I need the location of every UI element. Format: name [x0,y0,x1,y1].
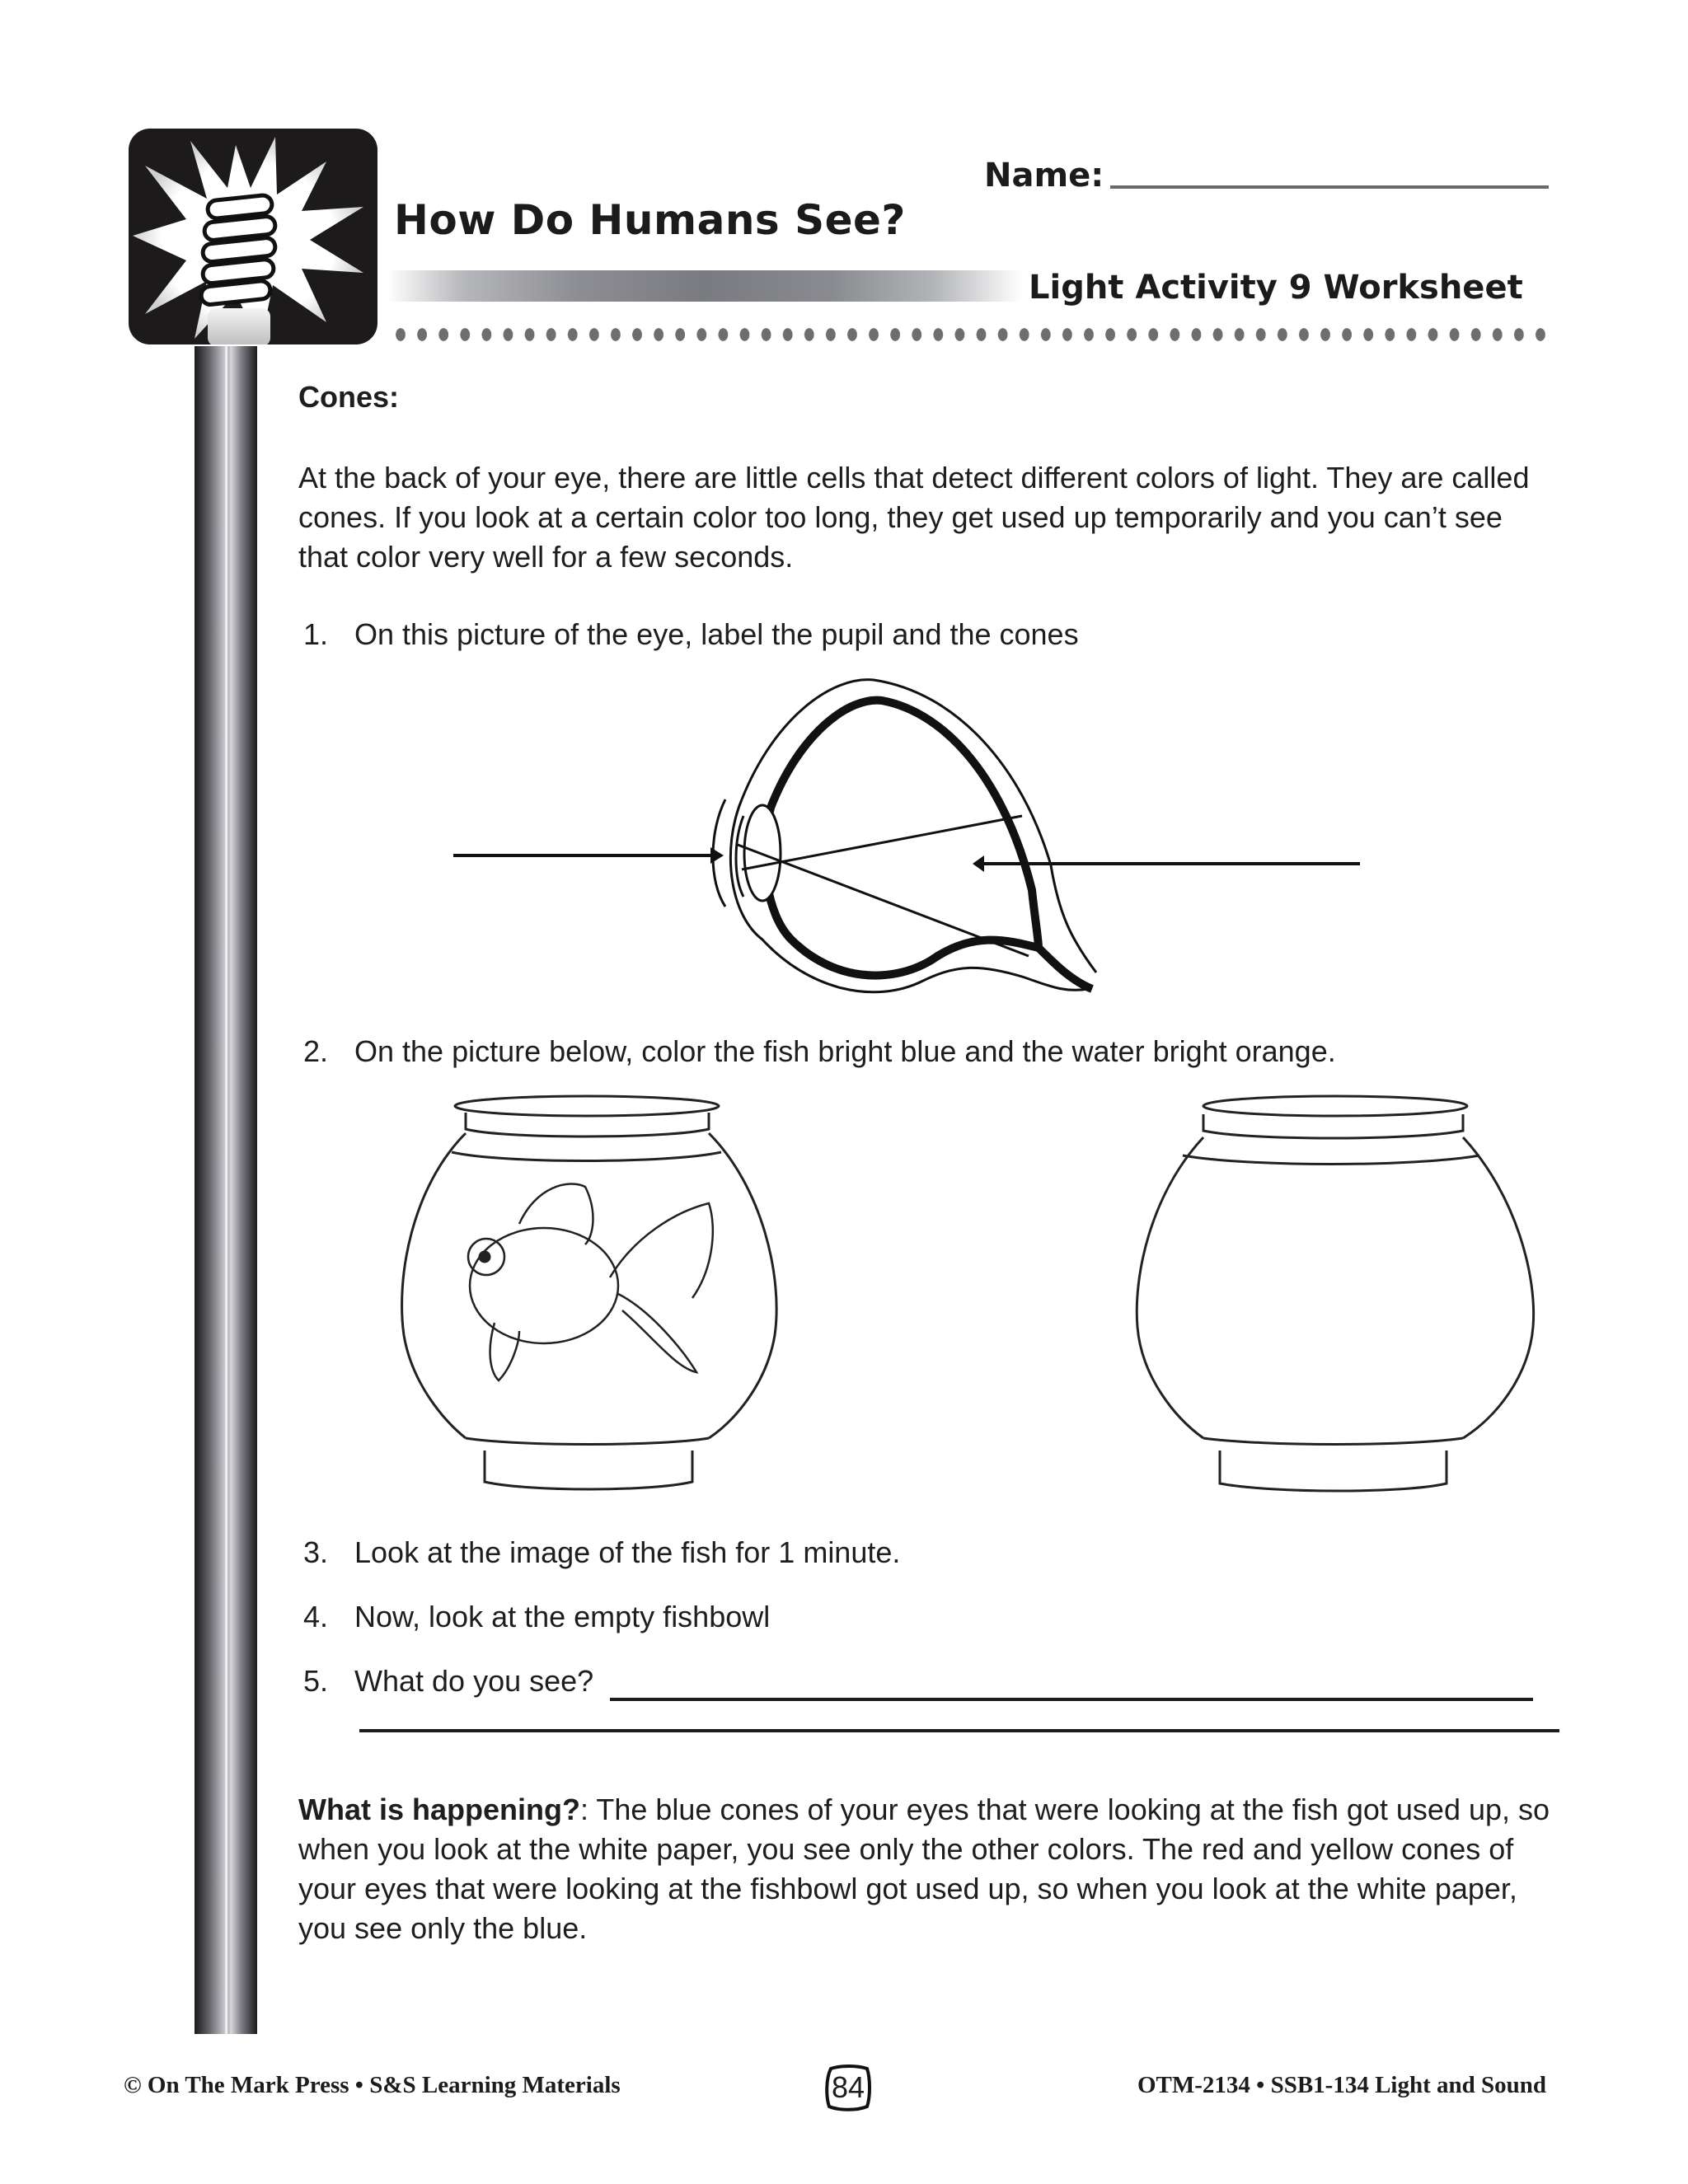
name-label: Name: [984,157,1104,194]
page-number: 84 [831,2070,865,2104]
question-4 [298,1597,1551,1637]
question-text: Look at the image of the fish for 1 minute. [354,1535,901,1569]
question-1 [298,615,1551,654]
name-field[interactable] [984,157,1549,194]
title-gradient-bar [387,270,1022,302]
question-3 [298,1533,1551,1572]
question-number: 2. [303,1034,329,1068]
question-number: 4. [303,1600,329,1633]
section-heading: Cones: [298,380,400,414]
question-text: On the picture below, color the fish bright blue and the water bright orange. [354,1034,1336,1068]
footer-product-code: OTM-2134 • SSB1-134 Light and Sound [1137,2072,1547,2098]
explanation-text: : The blue cones of your eyes that were looking at the fish got used up, so when you look at the white paper, you see only the other colors. The red and yellow cones of your eyes that were looking at the fishbowl got used up, so when you look at the white paper, you see only the blue. [298,1793,1550,1945]
explanation-label: What is happening? [298,1793,580,1826]
logo-light-bulb [129,129,377,344]
question-5 [298,1661,1551,1701]
name-input-line[interactable] [1110,185,1549,189]
light-bulb-icon [129,129,377,344]
question-text: On this picture of the eye, label the pupil and the cones [354,617,1079,651]
page-number-badge [824,2064,872,2111]
question-number: 5. [303,1664,329,1698]
answer-line-1[interactable] [610,1698,1533,1701]
dotted-divider [394,328,1556,341]
page-title: How Do Humans See? [394,196,906,244]
intro-paragraph: At the back of your eye, there are little cells that detect different colors of light. They are called cones. If you look at a certain color too long, they get used up temporarily and you can’t see that color very well for a few seconds. [298,461,1530,574]
fishbowl-figures [387,1088,1558,1516]
question-number: 3. [303,1535,329,1569]
question-text: What do you see? [354,1664,594,1698]
empty-fishbowl-icon [1137,1096,1533,1491]
question-2 [298,1032,1551,1071]
footer-publisher: © On The Mark Press • S&S Learning Materials [124,2072,621,2098]
question-text: Now, look at the empty fishbowl [354,1600,771,1633]
answer-line-2[interactable] [359,1729,1559,1732]
worksheet-subtitle: Light Activity 9 Worksheet [1029,269,1523,307]
question-number: 1. [303,617,329,651]
fishbowl-with-goldfish-icon [402,1096,777,1489]
decorative-pole [195,346,257,2034]
explanation-paragraph [298,1790,1551,1948]
eye-diagram [445,668,1385,1014]
